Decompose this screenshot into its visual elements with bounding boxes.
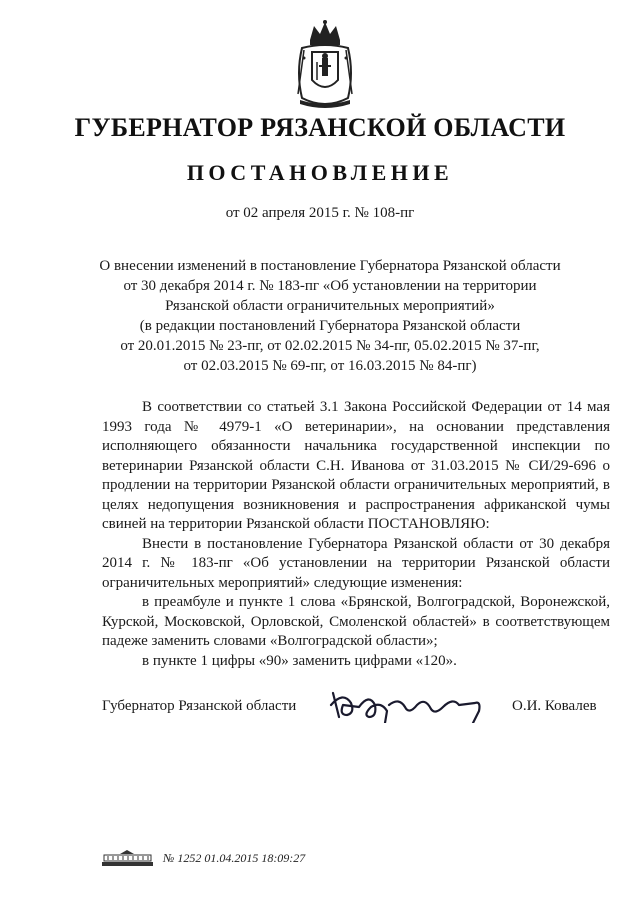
title-line: от 30 декабря 2014 г. № 183-пг «Об установлении на территории bbox=[123, 278, 537, 294]
signer-position: Губернатор Рязанской области bbox=[102, 698, 297, 714]
document-body bbox=[102, 398, 610, 671]
date-number-line: от 02 апреля 2015 г. № 108-пг bbox=[225, 205, 415, 221]
document-title bbox=[95, 256, 565, 376]
body-paragraph: Внести в постановление Губернатора Рязанской области от 30 декабря 2014 г. № 183-пг «Об установлении на территории Рязанской области ограничительных мероприятий» следующие изменения: bbox=[102, 535, 610, 591]
title-line: (в редакции постановлений Губернатора Рязанской области bbox=[139, 318, 521, 334]
registration-footer bbox=[100, 848, 305, 868]
body-paragraph: В соответствии со статьей 3.1 Закона Российской Федерации от 14 мая 1993 года № 4979-1 «О ветеринарии», на основании представления исполняющего обязанности начальника государственной инспекции по ветеринарии Рязанской области С.Н. Иванова от 31.03.2015 № СИ/29-696 о продлении на территории Рязанской области ограничительных мероприятий, в целях недопущения возникновения и распространения африканской чумы свиней на территории Рязанской области ПОСТАНОВЛЯЮ: bbox=[102, 399, 610, 532]
body-paragraph: в преамбуле и пункте 1 слова «Брянской, Волгоградской, Воронежской, Курской, Московской, Орловской, Смоленской областей» в соответствующем падеже заменить словами «Волгоградской области»; bbox=[102, 594, 610, 649]
body-paragraph: в пункте 1 цифры «90» заменить цифрами «120». bbox=[142, 652, 457, 669]
ryazan-coat-of-arms-icon bbox=[290, 18, 360, 110]
registration-stamp-icon bbox=[100, 848, 155, 868]
title-line: от 20.01.2015 № 23-пг, от 02.02.2015 № 34-пг, 05.02.2015 № 37-пг, bbox=[120, 338, 540, 354]
title-line: от 02.03.2015 № 69-пг, от 16.03.2015 № 84-пг) bbox=[183, 358, 477, 374]
title-line: О внесении изменений в постановление Губернатора Рязанской области bbox=[99, 258, 561, 274]
document-type-heading: ПОСТАНОВЛЕНИЕ bbox=[186, 160, 454, 185]
registration-number: № 1252 01.04.2015 18:09:27 bbox=[163, 850, 306, 865]
signer-name: О.И. Ковалев bbox=[512, 698, 597, 714]
title-line: Рязанской области ограничительных мероприятий» bbox=[165, 298, 495, 314]
handwritten-signature bbox=[325, 683, 485, 723]
authority-heading: ГУБЕРНАТОР РЯЗАНСКОЙ ОБЛАСТИ bbox=[74, 113, 566, 142]
